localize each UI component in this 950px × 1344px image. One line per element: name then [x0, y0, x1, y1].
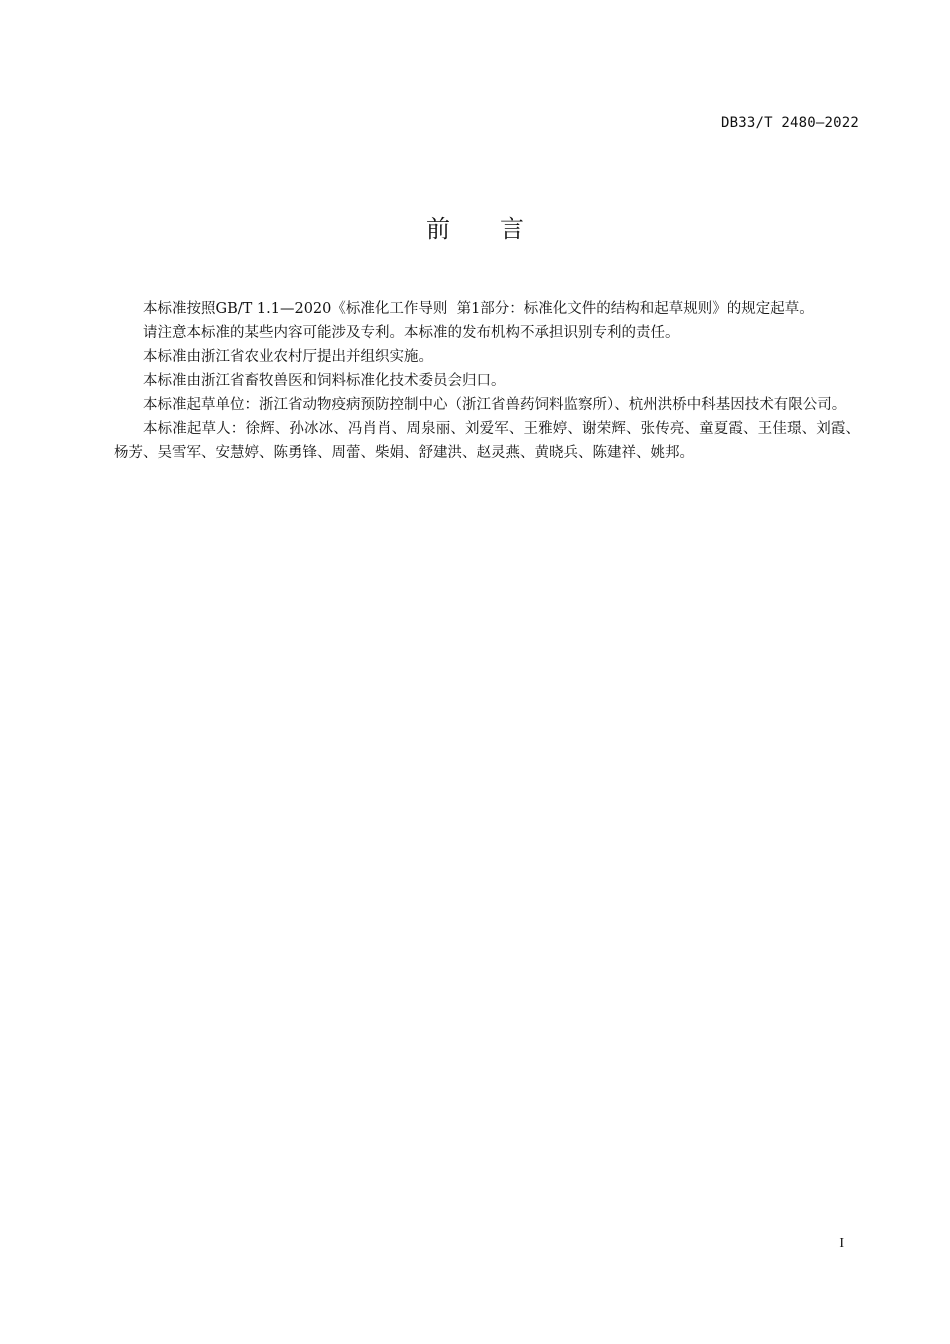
page-number: I — [839, 1236, 844, 1251]
document-code: DB33/T 2480—2022 — [720, 115, 859, 131]
foreword-body — [114, 297, 860, 465]
page-title: 前言 — [426, 215, 574, 243]
paragraph-proposer: 本标准由浙江省农业农村厅提出并组织实施。 — [143, 349, 433, 365]
paragraph-drafting-rules: 本标准按照GB/T 1.1—2020《标准化工作导则 第1部分：标准化文件的结构和起草规则》的规定起草。 — [143, 301, 814, 317]
paragraph-drafting-units: 本标准起草单位：浙江省动物疫病预防控制中心（浙江省兽药饲料监察所）、杭州洪桥中科基因技术有限公司。 — [143, 397, 847, 413]
paragraph-drafters: 本标准起草人：徐辉、孙冰冰、冯肖肖、周泉丽、刘爱军、王雅婷、谢荣辉、张传亮、童夏霞、王佳璟、刘霞、杨芳、吴雪军、安慧婷、陈勇锋、周蕾、柴娟、舒建洪、赵灵燕、黄晓兵、陈建祥、姚邦。 — [114, 421, 860, 461]
paragraph-patent-notice: 请注意本标准的某些内容可能涉及专利。本标准的发布机构不承担识别专利的责任。 — [143, 325, 680, 341]
paragraph-committee: 本标准由浙江省畜牧兽医和饲料标准化技术委员会归口。 — [143, 373, 506, 389]
